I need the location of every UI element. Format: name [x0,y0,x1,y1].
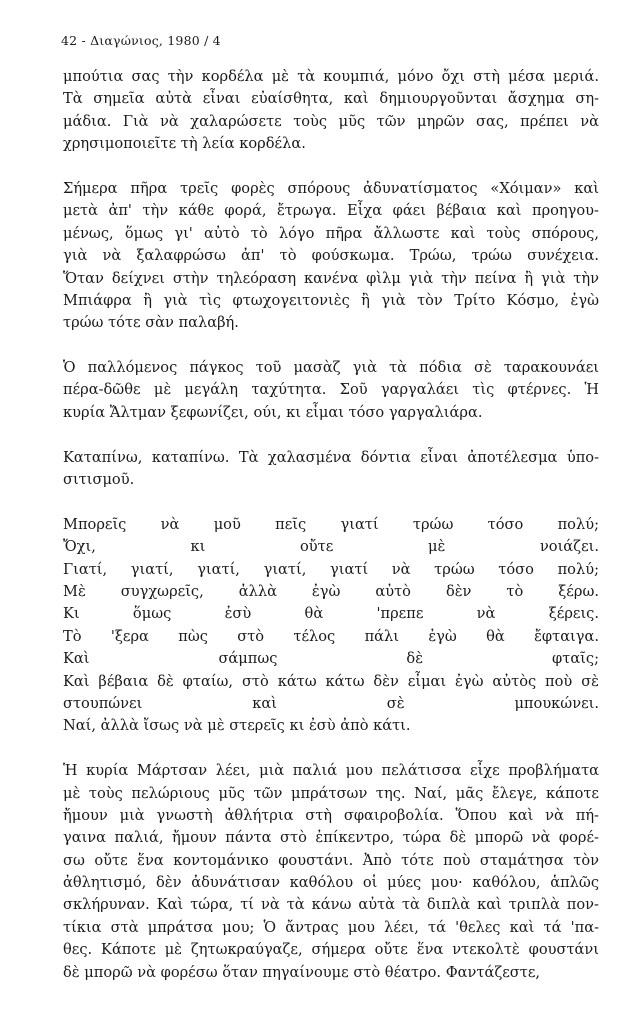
text-line: Γιατί, γιατί, γιατί, γιατί, γιατί νὰ τρώω τόσο πολύ; [63,560,599,578]
text-line: δὲ μπορῶ νὰ φορέσω ὅταν πηγαίνουμε στὸ θέατρο. Φαντάζεστε, [63,963,541,981]
text-line: ἤμουν μιὰ γνωστὴ ἀθλήτρια στὴ σφαιροβολία. Ὅπου καὶ νὰ πή- [63,806,599,824]
text-line: Ὄχι, κι οὔτε μὲ νοιάζει. [63,538,599,556]
text-line: τίκια στὰ μπράτσα μου; Ὁ ἄντρας μου λέει, τά 'θελες καὶ τά 'πα- [63,918,599,936]
text-line: Κι ὅμως ἐσὺ θὰ 'πρεπε νὰ ξέρεις. [63,605,599,623]
paragraph [63,178,599,335]
running-head: 42 - Διαγώνιος, 1980 / 4 [61,33,221,48]
text-line: Καὶ σάμπως δὲ φταῖς; [63,650,599,668]
text-line: σκλήρυναν. Καὶ τώρα, τί νὰ τὰ κάνω αὐτὰ τὰ διπλὰ καὶ τριπλὰ πον- [63,896,599,914]
text-line: Ὅταν δείχνει στὴν τηλεόραση κανένα φὶλμ γιὰ τὴν πείνα ἢ γιὰ τὴν [63,269,599,287]
text-line: Μπορεῖς νὰ μοῦ πεῖς γιατί τρώω τόσο πολύ; [63,515,599,533]
paragraph-gap [63,491,599,513]
text-line: Μπιάφρα ἢ γιὰ τὶς φτωχογειτονιὲς ἢ γιὰ τὸν Τρίτο Κόσμο, ἐγὼ [63,291,599,309]
text-line: πέρα-δῶθε μὲ μεγάλη ταχύτητα. Σοῦ γαργαλάει τὶς φτέρνες. Ἡ [63,381,599,399]
text-line: μὲ τοὺς πελώριους μῦς τῶν μπράτσων της. Ναί, μᾶς ἔλεγε, κάποτε [63,784,599,802]
text-line: Ἡ κυρία Μάρτσαν λέει, μιὰ παλιά μου πελάτισσα εἶχε προβλήματα [63,762,599,780]
paragraph [63,514,599,738]
body-text [63,66,599,984]
text-line: κυρία Ἄλτμαν ξεφωνίζει, ούι, κι εἶμαι τόσο γαργαλιάρα. [63,403,483,421]
paragraph [63,66,599,156]
text-line: ἀθλητισμό, δὲν ἀδυνάτισαν καθόλου οἱ μύες μου· καθόλου, ἁπλῶς [63,874,599,892]
text-line: Καταπίνω, καταπίνω. Τὰ χαλασμένα δόντια εἶναι ἀποτέλεσμα ὑπο- [63,448,599,466]
text-line: μετὰ ἀπ' τὴν κάθε φορά, ἔτρωγα. Εἶχα φάει βέβαια καὶ προηγου- [63,202,599,220]
paragraph [63,447,599,492]
text-line: Ὁ παλλόμενος πάγκος τοῦ μασὰζ γιὰ τὰ πόδια σὲ ταρακουνάει [63,359,599,377]
text-line: χρησιμοποιεῖτε τὴ λεία κορδέλα. [63,135,306,153]
paragraph-gap [63,156,599,178]
paragraph-gap [63,738,599,760]
paragraph [63,357,599,424]
text-line: μπούτια σας τὴν κορδέλα μὲ τὰ κουμπιά, μόνο ὄχι στὴ μέσα μεριά. [63,68,599,85]
text-line: τρώω τότε σὰν παλαβή. [63,314,239,332]
paragraph-gap [63,335,599,357]
text-line: γαινα παλιά, ἤμουν πάντα στὸ ἐπίκεντρο, τώρα δὲ μπορῶ νὰ φορέ- [63,829,599,847]
text-line: στουπώνει καὶ σὲ μπουκώνει. [63,694,599,712]
text-line: Μὲ συγχωρεῖς, ἀλλὰ ἐγὼ αὐτὸ δὲν τὸ ξέρω. [63,582,599,600]
text-line: σιτισμοῦ. [63,471,135,489]
paragraph-gap [63,424,599,446]
text-line: γιὰ νὰ ξαλαφρώσω ἀπ' τὸ φούσκωμα. Τρώω, τρώω συνέχεια. [63,247,599,265]
text-line: θες. Κάποτε μὲ ζητωκραύγαζε, σήμερα οὔτε ἕνα ντεκολτὲ φουστάνι [63,941,599,959]
text-line: Καὶ βέβαια δὲ φταίω, στὸ κάτω κάτω δὲν εἶμαι ἐγὼ αὐτὸς ποὺ σὲ [63,672,599,690]
text-line: σω οὔτε ἕνα κοντομάνικο φουστάνι. Ἀπὸ τότε ποὺ σταμάτησα τὸν [63,851,599,869]
text-line: μάδια. Γιὰ νὰ χαλαρώσετε τοὺς μῦς τῶν μηρῶν σας, πρέπει νὰ [63,112,599,130]
text-line: Ναί, ἀλλὰ ἴσως νὰ μὲ στερεῖς κι ἐσὺ ἀπὸ κάτι. [63,717,411,735]
text-line: μένως, ὅμως γι' αὐτὸ τὸ λόγο πῆρα ἄλλωστε καὶ τοὺς σπόρους, [63,224,599,242]
text-line: Τὰ σημεῖα αὐτὰ εἶναι εὐαίσθητα, καὶ δημιουργοῦνται ἄσχημα ση- [63,90,599,108]
text-line: Σήμερα πῆρα τρεῖς φορὲς σπόρους ἀδυνατίσματος «Χόιμαν» καὶ [63,179,599,197]
paragraph [63,760,599,984]
text-line: Τὸ 'ξερα πὼς στὸ τέλος πάλι ἐγὼ θὰ ἔφταιγα. [63,627,599,645]
